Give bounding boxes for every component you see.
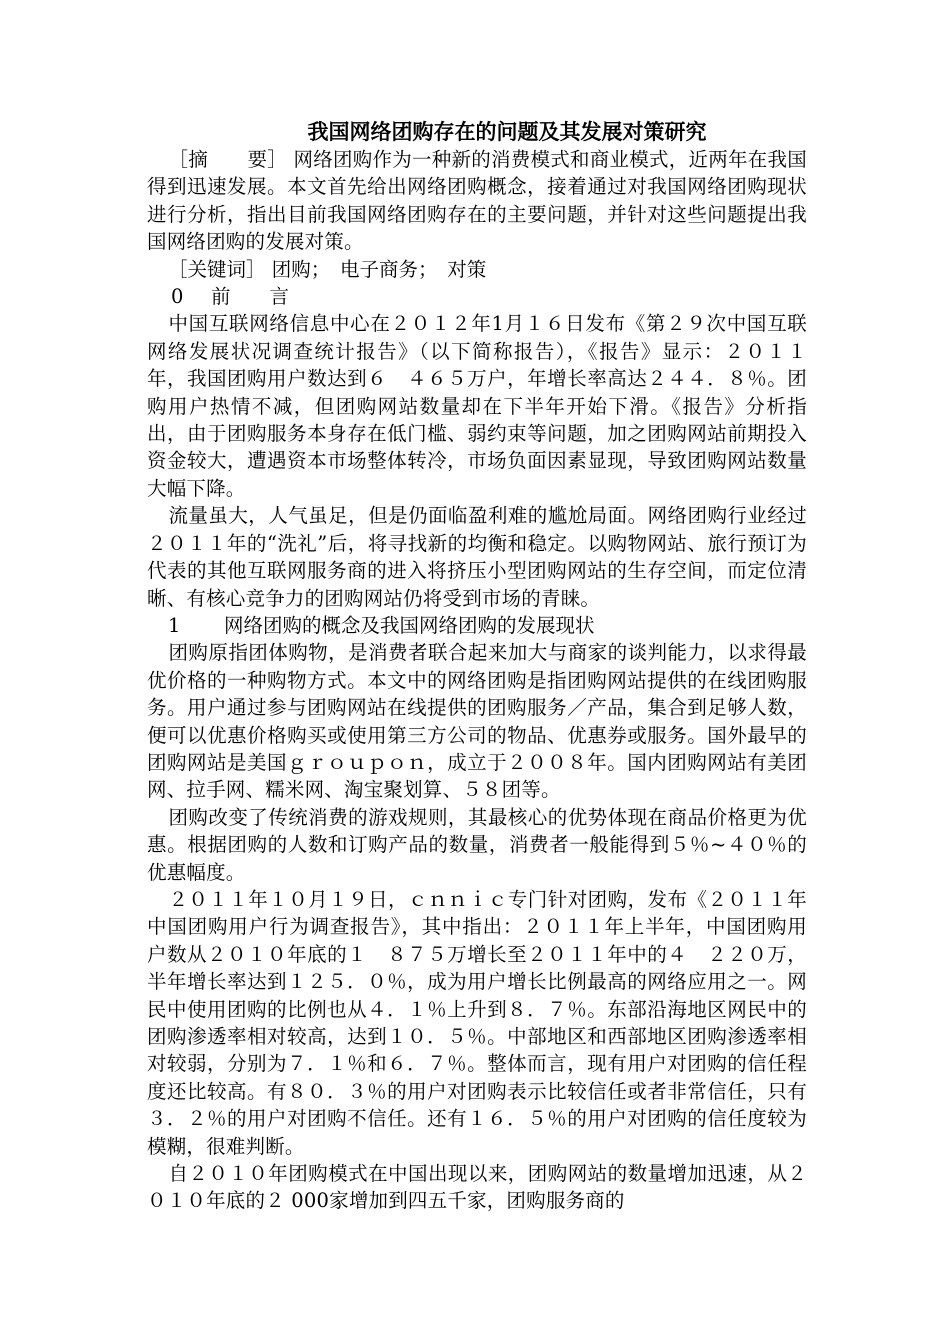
keywords-text: 团购； 电子商务； 对策 <box>271 257 487 281</box>
body-paragraph-5: ２０１１年１０月１９日，ｃｎｎｉｃ专门针对团购，发布《２０１１年中国团购用户行为调查报告》，其中指出：２０１１年上半年，中国团购用户数从２０１０年底的１ ８７５万增长至２０１１年中的４ ２２０万，半年增长率达到１２５．０％，成为用户增长比例最高的网络应用之一。网民中使用团购的比例也从４．１％上升到８．７％。东部沿海地区网民中的团购渗透率相对较高，达到１０．５％。中部地区和西部地区团购渗透率相对较弱，分别为７．１％和６．７％。整体而言，现有用户对团购的信任程度还比较高。有８０．３％的用户对团购表示比较信任或者非常信任，只有３．２％的用户对团购不信任。还有１６．５％的用户对团购的信任度较为模糊，很难判断。 <box>147 887 807 1158</box>
body-paragraph-3: 团购原指团体购物，是消费者联合起来加大与商家的谈判能力，以求得最优价格的一种购物方式。本文中的网络团购是指团购网站提供的在线团购服务。用户通过参与团购网站在线提供的团购服务／产品，集合到足够人数，便可以优惠价格购买或使用第三方公司的物品、优惠券或服务。国外最早的团购网站是美国ｇｒｏｕｐｏｎ，成立于２００８年。国内团购网站有美团网、拉手网、糯米网、淘宝聚划算、５８团等。 <box>147 641 807 802</box>
section-number: 1 <box>168 613 181 637</box>
abstract-paragraph <box>147 146 807 256</box>
section-heading-0 <box>147 283 807 310</box>
body-paragraph-1: 中国互联网络信息中心在２０１２年1月１６日发布《第２９次中国互联网络发展状况调查统计报告》（以下简称报告），《报告》显示：２０１１年，我国团购用户数达到６ ４６５万户，年增长率高达２４４．８％。团购用户热情不减，但团购网站数量却在下半年开始下滑。《报告》分析指出，由于团购服务本身存在低门槛、弱约束等问题，加之团购网站前期投入资金较大，遭遇资本市场整体转冷，市场负面因素显现，导致团购网站数量大幅下降。 <box>147 312 807 500</box>
abstract-text: 网络团购作为一种新的消费模式和商业模式，近两年在我国得到迅速发展。本文首先给出网络团购概念，接着通过对我国网络团购现状进行分析，指出目前我国网络团购存在的主要问题，并针对这些问题提出我国网络团购的发展对策。 <box>147 148 808 254</box>
document-page <box>147 118 807 1215</box>
section-heading-1 <box>147 612 807 639</box>
keywords-line <box>147 256 807 283</box>
keywords-label: ［关键词］ <box>168 257 266 281</box>
section-number: 0 <box>171 285 184 309</box>
section-title: 网络团购的概念及我国网络团购的发展现状 <box>224 613 595 637</box>
section-title: 前 言 <box>211 285 290 309</box>
document-title: 我国网络团购存在的问题及其发展对策研究 <box>307 119 707 144</box>
abstract-label: ［摘 要］ <box>168 148 287 171</box>
body-paragraph-2: 流量虽大，人气虽足，但是仍面临盈利难的尴尬局面。网络团购行业经过２０１１年的“洗礼”后，将寻找新的均衡和稳定。以购物网站、旅行预订为代表的其他互联网服务商的进入将挤压小型团购网站的生存空间，而定位清晰、有核心竞争力的团购网站仍将受到市场的青睐。 <box>147 504 807 610</box>
body-paragraph-6: 自２０１０年团购模式在中国出现以来，团购网站的数量增加迅速，从２０１０年底的２ 000家增加到四五千家，团购服务商的 <box>147 1162 807 1213</box>
body-paragraph-4: 团购改变了传统消费的游戏规则，其最核心的优势体现在商品价格更为优惠。根据团购的人数和订购产品的数量，消费者一般能得到５％~４０％的优惠幅度。 <box>147 805 807 884</box>
